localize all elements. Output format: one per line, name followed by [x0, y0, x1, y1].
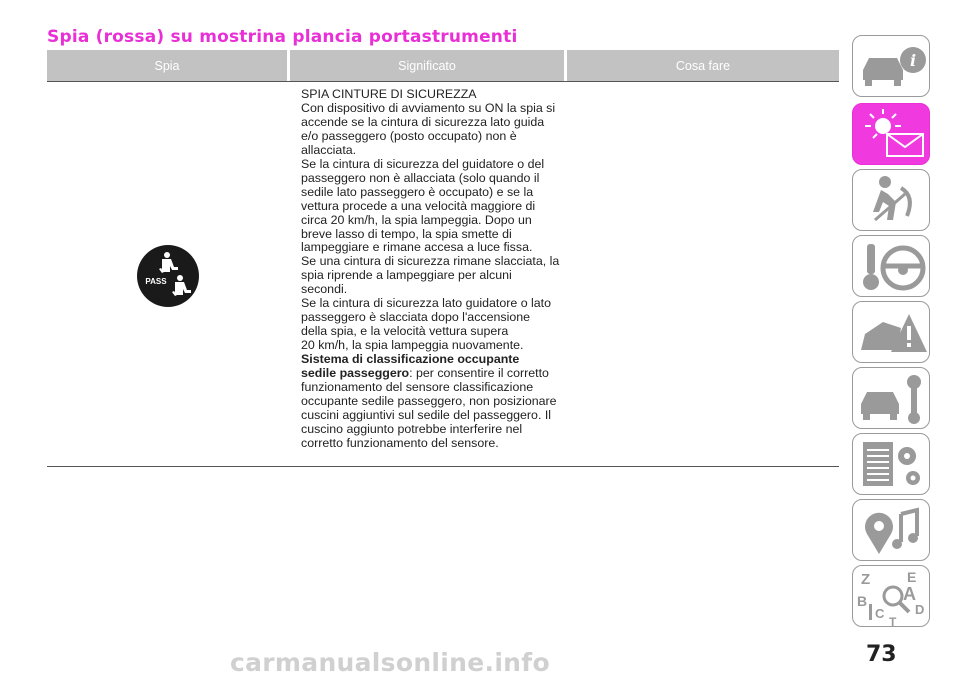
text-line: funzionamento del sensore classificazione — [301, 380, 534, 395]
text-line: sedile lato passeggero è occupato) e se la — [301, 184, 534, 199]
tab-warning-lights[interactable] — [852, 103, 930, 165]
letter-a: A — [903, 584, 916, 604]
text-line: spia riprende a lampeggiare per alcuni — [301, 268, 512, 283]
tab-emergency[interactable] — [852, 301, 930, 363]
text-line: breve lasso di tempo, la spia smette di — [301, 226, 512, 241]
key-steering-icon — [853, 236, 931, 298]
cell-spia — [47, 82, 287, 466]
tab-maintenance[interactable] — [852, 367, 930, 429]
text-line: cuscino aggiunto potrebbe interferire nel — [301, 421, 523, 436]
text-line: passeggero non è allacciata (solo quando il — [301, 170, 540, 185]
warning-lights-table — [47, 50, 839, 467]
tab-starting-driving[interactable] — [852, 235, 930, 297]
letter-e: E — [907, 569, 917, 585]
crash-emergency-icon — [853, 302, 931, 364]
text-line: corretto funzionamento del sensore. — [301, 435, 499, 450]
letter-d: D — [915, 602, 925, 617]
text-line: passeggero è slacciata dopo l'accensione — [301, 310, 530, 325]
tab-specifications[interactable] — [852, 433, 930, 495]
seat-airbag-icon — [853, 170, 931, 232]
multimedia-icon — [853, 500, 931, 562]
bold-heading-end: sedile passeggero — [301, 366, 410, 381]
mixed-line — [301, 367, 561, 381]
text-line: accende se la cintura di sicurezza lato guida — [301, 114, 545, 129]
text-line: secondi. — [301, 282, 348, 297]
index-letters-icon — [853, 566, 931, 628]
text-line: vettura procede a una velocità maggiore di — [301, 198, 536, 213]
car-service-icon — [853, 368, 931, 430]
text-line: cuscini aggiuntivi sul sedile del passeggero. Il — [301, 407, 552, 422]
table-row — [47, 82, 839, 466]
text-line: circa 20 km/h, la spia lampeggia. Dopo un — [301, 212, 532, 227]
text-line: della spia, e la velocità vettura supera — [301, 324, 509, 339]
text-line: Con dispositivo di avviamento su ON la spia si — [301, 100, 556, 115]
warning-lights-icon — [853, 104, 931, 166]
text-line: 20 km/h, la spia lampeggia nuovamente. — [301, 338, 524, 353]
header-spia: Spia — [47, 50, 287, 81]
seatbelt-pass-warning-icon — [136, 244, 200, 308]
text-line: SPIA CINTURE DI SICUREZZA — [301, 87, 477, 101]
car-info-icon — [853, 36, 931, 98]
text-line: occupante sedile passeggero, non posizionare — [301, 393, 557, 408]
tab-multimedia[interactable] — [852, 499, 930, 561]
text-line: Se la cintura di sicurezza del guidatore o del — [301, 156, 545, 171]
text-line: allacciata. — [301, 142, 357, 157]
cell-cosa-fare — [561, 82, 839, 466]
watermark: carmanualsonline.info — [230, 648, 550, 677]
text-line: e/o passeggero (posto occupato) non è — [301, 128, 517, 143]
letter-t: T — [889, 615, 897, 628]
info-glyph: i — [909, 51, 917, 70]
pass-label: PASS — [145, 277, 167, 286]
header-cosa-fare: Cosa fare — [567, 50, 839, 81]
text-line: lampeggiare e rimane accesa a luce fissa. — [301, 240, 533, 255]
text-line: Se una cintura di sicurezza rimane slacciata, la — [301, 254, 560, 269]
heading-continuation: : per consentire il corretto — [409, 366, 549, 381]
letter-b: B — [857, 593, 868, 609]
specs-gears-icon — [853, 434, 931, 496]
text-line: Se la cintura di sicurezza lato guidatore o lato — [301, 296, 552, 311]
letter-z: Z — [861, 571, 871, 588]
tab-index[interactable] — [852, 565, 930, 627]
page-title: Spia (rossa) su mostrina plancia portastrumenti — [47, 27, 518, 47]
table-bottom-rule — [47, 466, 839, 467]
letter-c: C — [875, 606, 885, 621]
header-significato: Significato — [290, 50, 564, 81]
page-number: 73 — [866, 642, 897, 667]
cell-significato — [301, 82, 561, 466]
bold-heading-line: Sistema di classificazione occupante — [301, 352, 520, 367]
tab-car-info[interactable] — [852, 35, 930, 97]
tab-safety[interactable] — [852, 169, 930, 231]
table-header-row — [47, 50, 839, 81]
